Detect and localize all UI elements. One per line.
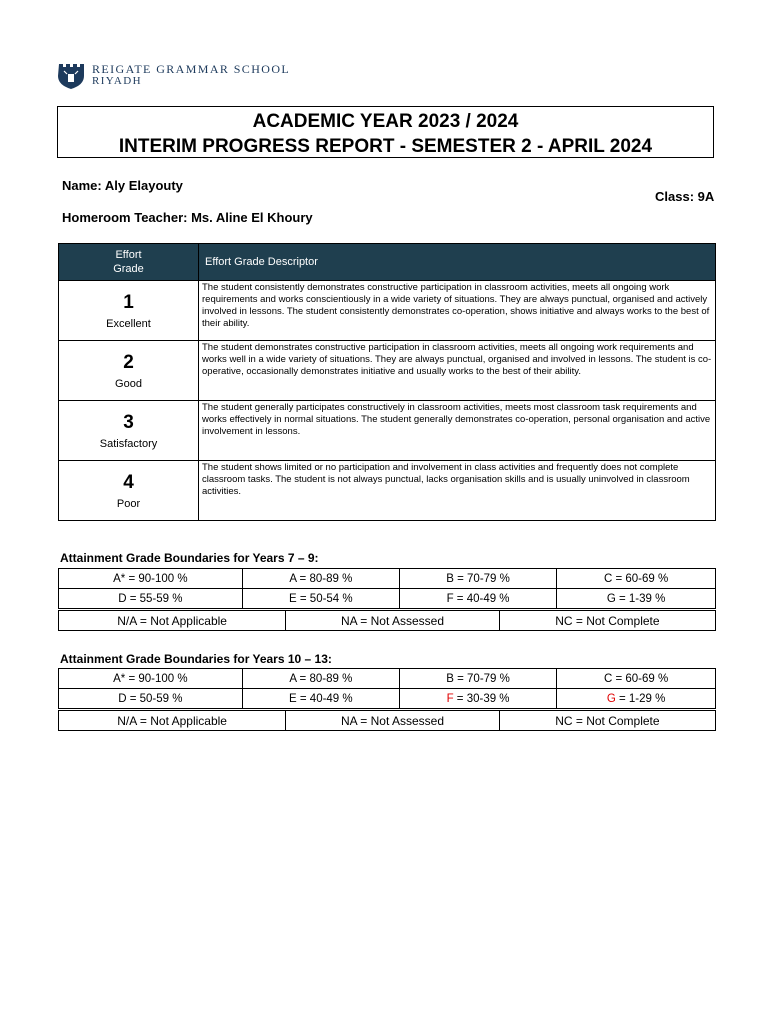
grade-label: Good	[115, 377, 142, 390]
grade-descriptor: The student consistently demonstrates constructive participation in classroom activities, meets all ongoing work requirements and works conscientiously in a wide variety of situations. They are always punctual, organised and actively involved in lessons. The student consistently demonstrates co-operation, shows initiative and always works to the best of their ability.	[199, 281, 716, 341]
grade-range: = 1-29 %	[615, 692, 666, 705]
boundary-cell: E = 50-54 %	[242, 589, 399, 609]
boundary-cell: A = 80-89 %	[242, 569, 399, 589]
grade-descriptor: The student demonstrates constructive participation in classroom activities, meets all ongoing work requirements and works well in a wide variety of situations. They are always punctual, organised and involved in lessons. The student is co-operative, occasionally demonstrates initiative and usually works to the best of their ability.	[199, 341, 716, 401]
table-row	[59, 589, 716, 609]
grade-number: 4	[123, 471, 134, 493]
student-name: Name: Aly Elayouty	[62, 178, 183, 193]
table-row	[59, 689, 716, 709]
academic-year: ACADEMIC YEAR 2023 / 2024	[252, 111, 519, 132]
boundary-cell	[399, 689, 556, 709]
school-logo	[57, 60, 290, 90]
class-label: Class: 9A	[655, 189, 715, 204]
grade-number: 1	[123, 291, 134, 313]
boundary-cell: A* = 90-100 %	[59, 669, 243, 689]
grade-number: 2	[123, 351, 134, 373]
boundary-cell: C = 60-69 %	[557, 669, 716, 689]
header-descriptor: Effort Grade Descriptor	[199, 244, 716, 281]
table-row	[59, 569, 716, 589]
grade-descriptor: The student generally participates constructively in classroom activities, meets most classroom task requirements and works effectively in normal situations. The student generally demonstrates co-operation, personal organisation and active involvement in lessons.	[199, 401, 716, 461]
table-row	[59, 401, 716, 461]
code-cell: NA = Not Assessed	[286, 711, 500, 731]
boundaries-10-13-grid	[58, 668, 716, 709]
boundary-cell: B = 70-79 %	[399, 669, 556, 689]
grade-letter-highlight: F	[446, 692, 454, 705]
header-grade-line2: Grade	[113, 263, 144, 275]
grade-number: 3	[123, 411, 134, 433]
boundary-cell: D = 55-59 %	[59, 589, 243, 609]
report-title	[57, 106, 714, 158]
table-row	[59, 711, 716, 731]
boundary-cell: A = 80-89 %	[242, 669, 399, 689]
report-name: INTERIM PROGRESS REPORT - SEMESTER 2 - APRIL 2024	[118, 136, 653, 157]
code-cell: NC = Not Complete	[499, 611, 715, 631]
table-row	[59, 341, 716, 401]
boundary-cell: G = 1-39 %	[557, 589, 716, 609]
grade-descriptor: The student shows limited or no participation and involvement in class activities and frequently does not complete classroom tasks. The student is not always punctual, lacks organisation skills and is usually uninvolved in classroom activities.	[199, 461, 716, 521]
homeroom-teacher: Homeroom Teacher: Ms. Aline El Khoury	[62, 210, 313, 225]
boundaries-7-9-codes	[58, 610, 716, 631]
boundaries-10-13-codes	[58, 710, 716, 731]
code-cell: N/A = Not Applicable	[59, 611, 286, 631]
boundary-cell: D = 50-59 %	[59, 689, 243, 709]
castle-crest-icon	[57, 60, 85, 90]
code-cell: NA = Not Assessed	[286, 611, 500, 631]
boundaries-10-13-title: Attainment Grade Boundaries for Years 10 – 13:	[60, 652, 332, 666]
boundaries-7-9-title: Attainment Grade Boundaries for Years 7 – 9:	[60, 551, 319, 565]
boundaries-7-9-grid	[58, 568, 716, 609]
grade-letter-highlight: G	[606, 692, 616, 705]
grade-label: Satisfactory	[99, 437, 158, 450]
boundary-cell: F = 40-49 %	[399, 589, 556, 609]
table-header-row	[59, 244, 716, 281]
header-effort-grade	[59, 244, 199, 281]
boundary-cell	[557, 689, 716, 709]
boundary-cell: A* = 90-100 %	[59, 569, 243, 589]
table-row	[59, 281, 716, 341]
grade-label: Poor	[116, 497, 141, 510]
code-cell: NC = Not Complete	[499, 711, 715, 731]
table-row	[59, 669, 716, 689]
boundary-cell: B = 70-79 %	[399, 569, 556, 589]
school-name: REIGATE GRAMMAR SCHOOL	[92, 62, 291, 76]
grade-range: = 30-39 %	[453, 692, 510, 705]
effort-grade-table	[58, 243, 716, 521]
boundary-cell: C = 60-69 %	[557, 569, 716, 589]
table-row	[59, 461, 716, 521]
code-cell: N/A = Not Applicable	[59, 711, 286, 731]
header-grade-line1: Effort	[115, 249, 142, 261]
boundary-cell: E = 40-49 %	[242, 689, 399, 709]
school-location: RIYADH	[92, 75, 142, 87]
grade-label: Excellent	[106, 317, 151, 330]
table-row	[59, 611, 716, 631]
